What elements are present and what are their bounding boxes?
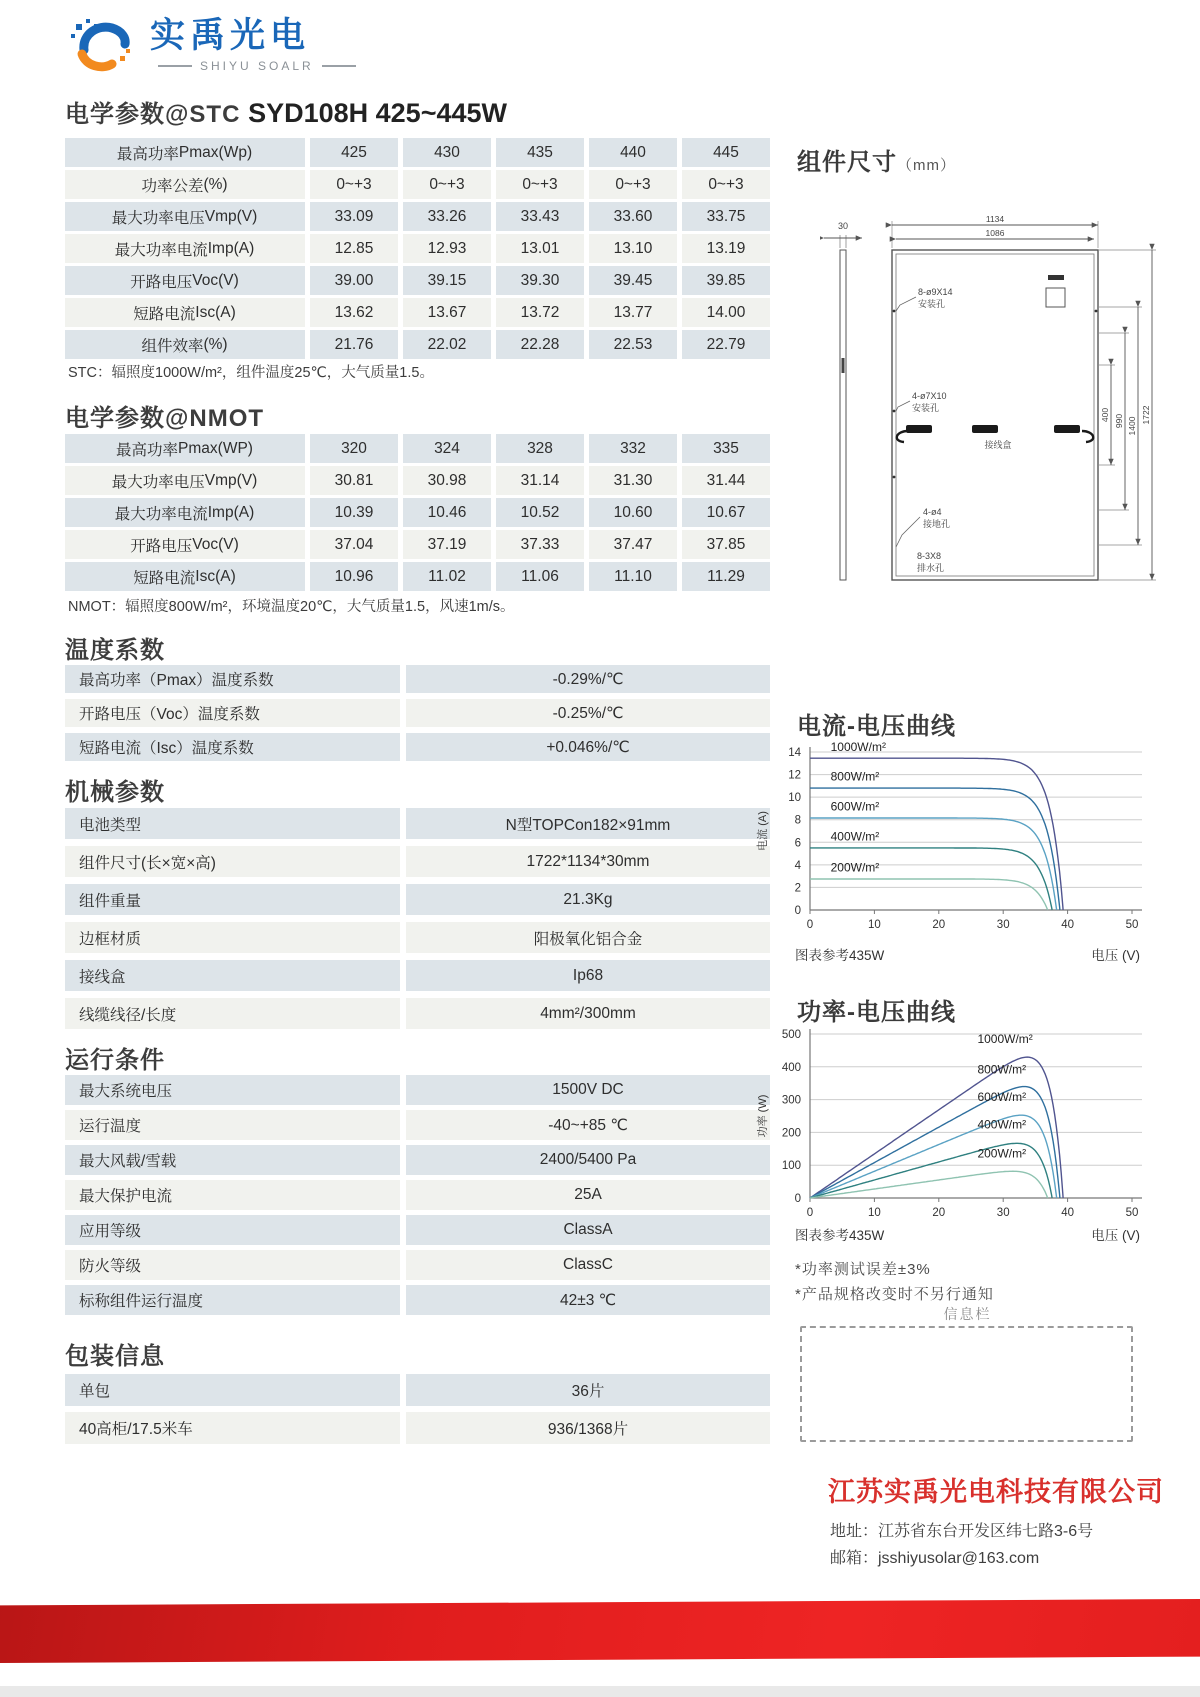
mount-hole-2-label: 安装孔 bbox=[912, 403, 940, 413]
param-label-cell bbox=[65, 266, 305, 295]
spec-label: 接线盒 bbox=[65, 960, 400, 991]
param-value-cell: 13.01 bbox=[496, 234, 584, 263]
dim-1400: 1400 bbox=[1127, 416, 1137, 436]
divider bbox=[322, 65, 356, 67]
y-tick-label: 400 bbox=[781, 1061, 801, 1074]
module-dimension-drawing bbox=[820, 215, 1170, 607]
dim-990: 990 bbox=[1114, 413, 1124, 429]
x-tick-label: 30 bbox=[996, 1207, 1010, 1219]
param-value-cell: 10.67 bbox=[682, 498, 770, 527]
param-name: 开路电压 bbox=[130, 273, 193, 291]
param-value-cell: 33.43 bbox=[496, 202, 584, 231]
series-label: 400W/m² bbox=[977, 1117, 1027, 1132]
dim-1722: 1722 bbox=[1141, 405, 1151, 425]
param-value-cell: 0~+3 bbox=[310, 170, 398, 199]
param-label-cell bbox=[65, 234, 305, 263]
spec-value: +0.046%/℃ bbox=[406, 733, 770, 761]
param-value-cell: 11.02 bbox=[403, 562, 491, 591]
param-name: 最大功率电压 bbox=[111, 209, 205, 227]
dims-unit: （mm） bbox=[897, 157, 956, 174]
y-tick-label: 0 bbox=[794, 1193, 801, 1205]
series-label: 800W/m² bbox=[830, 769, 880, 784]
param-symbol: (%) bbox=[203, 335, 228, 353]
param-value-cell: 39.30 bbox=[496, 266, 584, 295]
pv-chart-caption: 图表参考435W bbox=[795, 1228, 885, 1243]
param-value-cell: 12.93 bbox=[403, 234, 491, 263]
param-value-cell: 30.81 bbox=[310, 466, 398, 495]
param-value-cell: 37.33 bbox=[496, 530, 584, 559]
spec-value: 4mm²/300mm bbox=[406, 998, 770, 1029]
mech-table bbox=[65, 808, 770, 1036]
param-row bbox=[65, 530, 770, 559]
spec-label: 短路电流（Isc）温度系数 bbox=[65, 733, 400, 761]
param-value-cell: 33.26 bbox=[403, 202, 491, 231]
spec-value: -40~+85 ℃ bbox=[406, 1110, 770, 1140]
param-symbol: Imp(A) bbox=[207, 239, 255, 257]
spec-label: 应用等级 bbox=[65, 1215, 400, 1245]
spec-row bbox=[65, 1110, 770, 1140]
model-name: SYD108H 425~445W bbox=[248, 98, 507, 128]
param-value-cell: 10.96 bbox=[310, 562, 398, 591]
mech-section-title: 机械参数 bbox=[65, 779, 165, 806]
spec-label: 线缆线径/长度 bbox=[65, 998, 400, 1029]
param-value-cell: 37.04 bbox=[310, 530, 398, 559]
spec-label: 开路电压（Voc）温度系数 bbox=[65, 699, 400, 727]
param-label-cell bbox=[65, 138, 305, 167]
param-name: 最大功率电流 bbox=[114, 241, 208, 259]
drain-hole-label: 排水孔 bbox=[917, 563, 945, 573]
spec-row bbox=[65, 1250, 770, 1280]
company-email: 邮箱：jsshiyusolar@163.com bbox=[830, 1550, 1040, 1567]
param-label-cell bbox=[65, 434, 305, 463]
param-symbol: Vmp(V) bbox=[204, 471, 258, 489]
param-value-cell: 440 bbox=[589, 138, 677, 167]
x-tick-label: 10 bbox=[868, 919, 881, 931]
param-value-cell: 14.00 bbox=[682, 298, 770, 327]
param-label-cell bbox=[65, 170, 305, 199]
param-value-cell: 425 bbox=[310, 138, 398, 167]
divider bbox=[158, 65, 192, 67]
temp-table bbox=[65, 665, 770, 767]
param-row bbox=[65, 202, 770, 231]
param-label-cell bbox=[65, 330, 305, 359]
temp-section-title: 温度系数 bbox=[65, 637, 165, 664]
spec-value: 阳极氧化铝合金 bbox=[406, 922, 770, 953]
param-value-cell: 22.53 bbox=[589, 330, 677, 359]
junction-box-label: 接线盒 bbox=[984, 440, 1012, 450]
brand-subtitle bbox=[150, 59, 364, 73]
param-value-cell: 13.10 bbox=[589, 234, 677, 263]
y-tick-label: 6 bbox=[794, 837, 801, 850]
spec-row bbox=[65, 960, 770, 991]
param-row bbox=[65, 498, 770, 527]
nmot-note: NMOT：辐照度800W/m²，环境温度20℃，大气质量1.5，风速1m/s。 bbox=[68, 599, 515, 615]
spec-row bbox=[65, 1285, 770, 1315]
param-symbol: (%) bbox=[203, 175, 228, 193]
param-value-cell: 0~+3 bbox=[403, 170, 491, 199]
company-name: 江苏实禹光电科技有限公司 bbox=[828, 1477, 1164, 1507]
spec-label: 运行温度 bbox=[65, 1110, 400, 1140]
spec-value: 2400/5400 Pa bbox=[406, 1145, 770, 1175]
param-label-cell bbox=[65, 466, 305, 495]
param-value-cell: 11.29 bbox=[682, 562, 770, 591]
param-value-cell: 33.09 bbox=[310, 202, 398, 231]
logo bbox=[68, 16, 364, 78]
param-name: 组件效率 bbox=[141, 337, 204, 355]
spec-row bbox=[65, 1180, 770, 1210]
param-value-cell: 31.44 bbox=[682, 466, 770, 495]
param-value-cell: 335 bbox=[682, 434, 770, 463]
param-value-cell: 435 bbox=[496, 138, 584, 167]
param-value-cell: 30.98 bbox=[403, 466, 491, 495]
param-row bbox=[65, 138, 770, 167]
iv-chart bbox=[752, 740, 1152, 938]
x-tick-label: 50 bbox=[1125, 919, 1139, 931]
nmot-table bbox=[65, 434, 770, 594]
spec-value: 42±3 ℃ bbox=[406, 1285, 770, 1315]
y-axis-label: 功率 (W) bbox=[757, 1094, 769, 1138]
stc-section-title: 电学参数@STC SYD108H 425~445W bbox=[65, 98, 507, 128]
y-tick-label: 0 bbox=[794, 905, 801, 917]
dims-section-title: 组件尺寸（mm） bbox=[797, 149, 956, 176]
param-name: 最大功率电流 bbox=[114, 505, 208, 523]
spec-label: 最大系统电压 bbox=[65, 1075, 400, 1105]
company-address: 地址：江苏省东台开发区纬七路3-6号 bbox=[830, 1523, 1094, 1540]
spec-label: 单包 bbox=[65, 1374, 400, 1406]
x-tick-label: 50 bbox=[1125, 1207, 1139, 1219]
param-value-cell: 0~+3 bbox=[589, 170, 677, 199]
info-bar-box bbox=[800, 1326, 1133, 1442]
pack-section-title: 包装信息 bbox=[65, 1343, 165, 1370]
page-bottom-edge bbox=[0, 1686, 1200, 1697]
param-value-cell: 33.60 bbox=[589, 202, 677, 231]
note-power-tolerance: *功率测试误差±3% bbox=[795, 1261, 931, 1278]
param-label-cell bbox=[65, 498, 305, 527]
spec-row bbox=[65, 1374, 770, 1406]
param-value-cell: 37.47 bbox=[589, 530, 677, 559]
spec-label: 电池类型 bbox=[65, 808, 400, 839]
param-value-cell: 37.85 bbox=[682, 530, 770, 559]
param-value-cell: 39.15 bbox=[403, 266, 491, 295]
spec-value: 21.3Kg bbox=[406, 884, 770, 915]
param-value-cell: 328 bbox=[496, 434, 584, 463]
param-name: 开路电压 bbox=[130, 537, 193, 555]
x-tick-label: 10 bbox=[868, 1207, 881, 1219]
spec-value: 25A bbox=[406, 1180, 770, 1210]
param-name: 短路电流 bbox=[133, 569, 196, 587]
param-value-cell: 445 bbox=[682, 138, 770, 167]
param-row bbox=[65, 330, 770, 359]
y-tick-label: 300 bbox=[781, 1094, 801, 1107]
param-row bbox=[65, 298, 770, 327]
param-symbol: Isc(A) bbox=[195, 567, 236, 585]
param-name: 最大功率电压 bbox=[111, 473, 205, 491]
spec-label: 最大保护电流 bbox=[65, 1180, 400, 1210]
param-value-cell: 12.85 bbox=[310, 234, 398, 263]
param-value-cell: 22.02 bbox=[403, 330, 491, 359]
param-symbol: Vmp(V) bbox=[204, 207, 258, 225]
x-tick-label: 40 bbox=[1061, 1207, 1074, 1219]
logo-icon bbox=[68, 16, 140, 78]
mount-hole-1-label: 安装孔 bbox=[918, 299, 946, 309]
param-symbol: Imp(A) bbox=[207, 503, 255, 521]
param-value-cell: 13.67 bbox=[403, 298, 491, 327]
iv-chart-xlabel: 电压 (V) bbox=[1091, 948, 1140, 963]
param-row bbox=[65, 562, 770, 591]
param-value-cell: 21.76 bbox=[310, 330, 398, 359]
y-tick-label: 2 bbox=[794, 882, 801, 895]
spec-row bbox=[65, 1412, 770, 1444]
param-symbol: Pmax(Wp) bbox=[178, 143, 253, 161]
spec-value: ClassA bbox=[406, 1215, 770, 1245]
param-value-cell: 0~+3 bbox=[496, 170, 584, 199]
spec-row bbox=[65, 998, 770, 1029]
param-value-cell: 320 bbox=[310, 434, 398, 463]
nmot-section-title: 电学参数@NMOT bbox=[65, 405, 265, 432]
param-value-cell: 332 bbox=[589, 434, 677, 463]
y-axis-label: 电流 (A) bbox=[757, 811, 769, 851]
param-name: 功率公差 bbox=[141, 177, 204, 195]
param-value-cell: 13.72 bbox=[496, 298, 584, 327]
footer-red-band bbox=[0, 1599, 1200, 1663]
ground-hole-label: 接地孔 bbox=[923, 519, 951, 529]
spec-label: 组件尺寸(长×宽×高) bbox=[65, 846, 400, 877]
spec-label: 40高柜/17.5米车 bbox=[65, 1412, 400, 1444]
param-value-cell: 31.30 bbox=[589, 466, 677, 495]
param-name: 最高功率 bbox=[116, 145, 179, 163]
param-value-cell: 11.10 bbox=[589, 562, 677, 591]
param-value-cell: 22.28 bbox=[496, 330, 584, 359]
param-value-cell: 37.19 bbox=[403, 530, 491, 559]
pack-table bbox=[65, 1374, 770, 1450]
spec-label: 防火等级 bbox=[65, 1250, 400, 1280]
pv-chart-title: 功率-电压曲线 bbox=[797, 999, 956, 1026]
pv-chart-xlabel: 电压 (V) bbox=[1091, 1228, 1140, 1243]
param-label-cell bbox=[65, 202, 305, 231]
param-value-cell: 39.00 bbox=[310, 266, 398, 295]
spec-row bbox=[65, 922, 770, 953]
spec-value: Ip68 bbox=[406, 960, 770, 991]
param-symbol: Voc(V) bbox=[192, 535, 239, 553]
param-value-cell: 11.06 bbox=[496, 562, 584, 591]
x-tick-label: 0 bbox=[806, 1207, 814, 1219]
spec-value: ClassC bbox=[406, 1250, 770, 1280]
ground-hole-size: 4-ø4 bbox=[923, 507, 942, 517]
oper-table bbox=[65, 1075, 770, 1320]
param-value-cell: 39.85 bbox=[682, 266, 770, 295]
spec-row bbox=[65, 699, 770, 727]
spec-value: 1500V DC bbox=[406, 1075, 770, 1105]
x-tick-label: 40 bbox=[1061, 919, 1074, 931]
spec-value: -0.29%/℃ bbox=[406, 665, 770, 693]
spec-value: 1722*1134*30mm bbox=[406, 846, 770, 877]
note-spec-change: *产品规格改变时不另行通知 bbox=[795, 1286, 994, 1303]
y-tick-label: 8 bbox=[794, 814, 801, 827]
param-name: 短路电流 bbox=[133, 305, 196, 323]
y-tick-label: 500 bbox=[781, 1029, 801, 1041]
dim-1134: 1134 bbox=[985, 215, 1005, 224]
spec-row bbox=[65, 884, 770, 915]
param-row bbox=[65, 234, 770, 263]
param-label-cell bbox=[65, 298, 305, 327]
param-symbol: Pmax(WP) bbox=[178, 439, 253, 457]
spec-value: 936/1368片 bbox=[406, 1412, 770, 1444]
param-symbol: Isc(A) bbox=[195, 303, 236, 321]
iv-chart-caption: 图表参考435W bbox=[795, 948, 885, 963]
spec-row bbox=[65, 665, 770, 693]
param-name: 最高功率 bbox=[116, 441, 179, 459]
x-tick-label: 20 bbox=[932, 919, 946, 931]
mount-hole-2-size: 4-ø7X10 bbox=[912, 391, 947, 401]
spec-value: 36片 bbox=[406, 1374, 770, 1406]
spec-label: 标称组件运行温度 bbox=[65, 1285, 400, 1315]
series-label: 1000W/m² bbox=[977, 1032, 1033, 1047]
param-row bbox=[65, 434, 770, 463]
dim-30: 30 bbox=[837, 221, 849, 231]
spec-row bbox=[65, 1145, 770, 1175]
param-value-cell: 31.14 bbox=[496, 466, 584, 495]
param-value-cell: 39.45 bbox=[589, 266, 677, 295]
mount-hole-1-size: 8-ø9X14 bbox=[918, 287, 953, 297]
param-label-cell bbox=[65, 530, 305, 559]
spec-row bbox=[65, 733, 770, 761]
param-value-cell: 13.77 bbox=[589, 298, 677, 327]
stc-table bbox=[65, 138, 770, 362]
series-label: 200W/m² bbox=[830, 860, 880, 875]
spec-label: 组件重量 bbox=[65, 884, 400, 915]
x-tick-label: 20 bbox=[932, 1207, 946, 1219]
param-row bbox=[65, 466, 770, 495]
pv-chart bbox=[752, 1022, 1152, 1222]
oper-section-title: 运行条件 bbox=[65, 1047, 165, 1074]
iv-chart-title: 电流-电压曲线 bbox=[797, 713, 956, 740]
param-value-cell: 324 bbox=[403, 434, 491, 463]
spec-row bbox=[65, 846, 770, 877]
x-tick-label: 0 bbox=[806, 919, 814, 931]
dim-400: 400 bbox=[1100, 407, 1110, 423]
stc-note: STC：辐照度1000W/m²，组件温度25℃，大气质量1.5。 bbox=[68, 365, 434, 381]
brand-subtitle-text: SHIYU SOALR bbox=[200, 59, 314, 73]
curve-200W/m² bbox=[810, 1171, 1048, 1198]
param-value-cell: 33.75 bbox=[682, 202, 770, 231]
drain-hole-size: 8-3X8 bbox=[917, 551, 942, 561]
y-tick-label: 14 bbox=[788, 747, 801, 759]
curve-200W/m² bbox=[810, 879, 1048, 910]
spec-label: 最高功率（Pmax）温度系数 bbox=[65, 665, 400, 693]
spec-value: -0.25%/℃ bbox=[406, 699, 770, 727]
param-value-cell: 10.60 bbox=[589, 498, 677, 527]
param-value-cell: 13.62 bbox=[310, 298, 398, 327]
param-row bbox=[65, 266, 770, 295]
x-tick-label: 30 bbox=[996, 919, 1010, 931]
param-value-cell: 0~+3 bbox=[682, 170, 770, 199]
y-tick-label: 100 bbox=[781, 1160, 801, 1173]
param-symbol: Voc(V) bbox=[192, 271, 239, 289]
spec-row bbox=[65, 1215, 770, 1245]
param-value-cell: 10.52 bbox=[496, 498, 584, 527]
param-row bbox=[65, 170, 770, 199]
series-label: 400W/m² bbox=[830, 829, 880, 844]
spec-value: N型TOPCon182×91mm bbox=[406, 808, 770, 839]
spec-row bbox=[65, 1075, 770, 1105]
param-value-cell: 430 bbox=[403, 138, 491, 167]
info-bar-label: 信息栏 bbox=[943, 1306, 992, 1322]
brand-name: 实禹光电 bbox=[150, 16, 311, 55]
spec-label: 边框材质 bbox=[65, 922, 400, 953]
series-label: 1000W/m² bbox=[830, 740, 886, 754]
param-value-cell: 22.79 bbox=[682, 330, 770, 359]
y-tick-label: 10 bbox=[788, 792, 801, 805]
y-tick-label: 4 bbox=[794, 859, 801, 872]
param-value-cell: 10.46 bbox=[403, 498, 491, 527]
series-label: 600W/m² bbox=[977, 1089, 1027, 1104]
y-tick-label: 200 bbox=[781, 1127, 801, 1140]
param-value-cell: 10.39 bbox=[310, 498, 398, 527]
spec-row bbox=[65, 808, 770, 839]
y-tick-label: 12 bbox=[788, 769, 801, 782]
dim-1086: 1086 bbox=[985, 228, 1005, 238]
series-label: 800W/m² bbox=[977, 1062, 1027, 1077]
series-label: 200W/m² bbox=[977, 1146, 1027, 1161]
param-value-cell: 13.19 bbox=[682, 234, 770, 263]
param-label-cell bbox=[65, 562, 305, 591]
series-label: 600W/m² bbox=[830, 799, 880, 814]
spec-label: 最大风载/雪载 bbox=[65, 1145, 400, 1175]
